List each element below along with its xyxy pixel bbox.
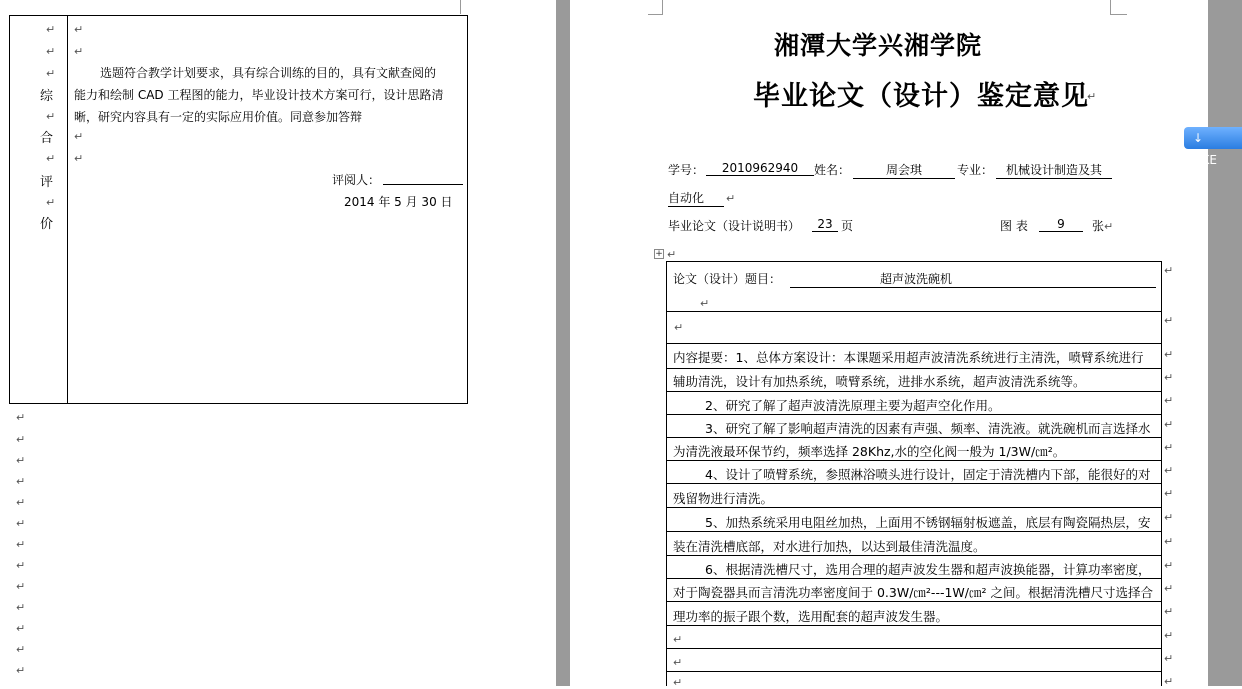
pages-value: 23 (812, 217, 838, 232)
row-end-mark: ↵ (1164, 487, 1174, 500)
topic-label: 论文（设计）题目： (673, 272, 782, 286)
paragraph-mark: ↵ (16, 622, 26, 635)
row-end-mark: ↵ (1164, 559, 1174, 572)
summary-line: 3、研究了解了影响超声清洗的因素有声强、频率、清洗液。就洗碗机而言选择水 (705, 421, 1151, 436)
paragraph-mark: ↵ (700, 297, 710, 310)
paragraph-mark: ↵ (74, 23, 84, 36)
reviewer-label: 评阅人： (332, 173, 381, 187)
row-end-mark: ↵ (1164, 605, 1174, 618)
row-end-mark: ↵ (1164, 394, 1174, 407)
comment-line: 能力和绘制 CAD 工程图的能力，毕业设计技术方案可行，设计思路清 (74, 88, 444, 102)
doc-title: 毕业论文（设计）鉴定意见 (753, 81, 1089, 112)
pages-label: 毕业论文（设计说明书） (668, 219, 801, 233)
row-end-mark: ↵ (1164, 464, 1174, 477)
paragraph-mark: ↵ (16, 559, 26, 572)
summary-line: 为清洗液最环保节约，频率选择 28Khz,水的空化阀一般为 1/3W/㎝²。 (673, 444, 1066, 459)
summary-line: 辅助清洗，设计有加热系统，喷臂系统，进排水系统，超声波清洗系统等。 (673, 374, 1086, 389)
evaluation-date: 2014 年 5 月 30 日 (344, 195, 453, 209)
summary-line: 4、设计了喷臂系统，参照淋浴喷头进行设计，固定于清洗槽内下部，能很好的对 (705, 467, 1151, 482)
row-end-mark: ↵ (1164, 652, 1174, 665)
summary-line: 内容提要：1、总体方案设计：本课题采用超声波清洗系统进行主清洗，喷臂系统进行 (673, 350, 1144, 365)
row-end-mark: ↵ (1164, 348, 1174, 361)
down-arrow-icon: ↓ (1192, 131, 1204, 145)
paragraph-mark: ↵ (46, 45, 56, 58)
paragraph-mark: ↵ (16, 496, 26, 509)
student-id-label: 学号： (668, 163, 705, 177)
paragraph-mark: ↵ (726, 192, 736, 205)
row-end-mark: ↵ (1164, 371, 1174, 384)
topic-value: 超声波洗碗机 (790, 270, 1156, 288)
crop-mark (648, 0, 663, 15)
paragraph-mark: ↵ (1087, 90, 1097, 103)
paragraph-mark: ↵ (74, 152, 84, 165)
paragraph-mark: ↵ (16, 664, 26, 677)
crop-mark (460, 0, 462, 14)
side-label-char: 合 (40, 131, 54, 146)
row-end-mark: ↵ (1164, 535, 1174, 548)
paragraph-mark: ↵ (46, 23, 56, 36)
summary-line: 残留物进行清洗。 (673, 491, 774, 506)
name-label: 姓名： (814, 163, 851, 177)
paragraph-mark: ↵ (74, 130, 84, 143)
summary-line: 对于陶瓷器具而言清洗功率密度间于 0.3W/㎝²---1W/㎝² 之间。根据清洗槽尺寸选择合 (673, 585, 1153, 600)
comment-line: 选题符合教学计划要求，具有综合训练的目的，具有文献查阅的 (100, 66, 437, 80)
row-end-mark: ↵ (1164, 441, 1174, 454)
paragraph-mark: ↵ (667, 248, 677, 261)
paragraph-mark: ↵ (674, 321, 684, 334)
paragraph-mark: ↵ (673, 676, 683, 689)
row-end-mark: ↵ (1164, 675, 1174, 688)
side-label-char: 综 (40, 89, 54, 104)
summary-line: 理功率的振子跟个数，选用配套的超声波发生器。 (673, 609, 949, 624)
row-end-mark: ↵ (1164, 314, 1174, 327)
figures-label: 图 表 (1000, 219, 1028, 233)
row-end-mark: ↵ (1164, 264, 1174, 277)
summary-cell (667, 343, 1161, 673)
paragraph-mark: ↵ (16, 411, 26, 424)
summary-line: 装在清洗槽底部，对水进行加热，以达到最佳清洗温度。 (673, 539, 986, 554)
paragraph-mark: ↵ (16, 580, 26, 593)
page-gap (556, 0, 570, 686)
figures-unit: 张 (1092, 219, 1105, 233)
figures-value: 9 (1039, 217, 1083, 232)
paragraph-mark: ↵ (16, 601, 26, 614)
row-end-mark: ↵ (1164, 582, 1174, 595)
paragraph-mark: ↵ (16, 643, 26, 656)
school-title: 湘潭大学兴湘学院 (774, 31, 983, 60)
major-value-line2: 自动化 (668, 189, 724, 207)
paragraph-mark: ↵ (673, 633, 683, 646)
paragraph-mark: ↵ (16, 538, 26, 551)
summary-line: 2、研究了解了超声波清洗原理主要为超声空化作用。 (705, 398, 1001, 413)
row-end-mark: ↵ (1164, 418, 1174, 431)
row-end-mark: ↵ (1164, 629, 1174, 642)
row-end-mark: ↵ (1164, 511, 1174, 524)
paragraph-mark: ↵ (16, 454, 26, 467)
summary-line: 5、加热系统采用电阻丝加热，上面用不锈钢辐射板遮盖，底层有陶瓷隔热层，安 (705, 515, 1151, 530)
table-divider (67, 15, 68, 404)
ok-popup-button[interactable] (1184, 127, 1242, 167)
student-id-value: 2010962940 (706, 161, 814, 176)
paragraph-mark: ↵ (46, 196, 56, 209)
crop-mark (1110, 0, 1127, 15)
major-label: 专业： (957, 163, 994, 177)
major-value-line1: 机械设计制造及其 (996, 161, 1112, 179)
summary-line: 6、根据清洗槽尺寸，选用合理的超声波发生器和超声波换能器，计算功率密度， (705, 562, 1151, 577)
row-line (666, 261, 1162, 262)
table-border-right (1161, 261, 1162, 686)
paragraph-mark: ↵ (74, 45, 84, 58)
paragraph-mark: ↵ (673, 656, 683, 669)
side-label-char: 评 (40, 175, 54, 190)
signature-line (383, 184, 463, 185)
row-line (666, 311, 1162, 312)
paragraph-mark: ↵ (16, 475, 26, 488)
paragraph-mark: ↵ (46, 152, 56, 165)
side-label-char: 价 (40, 217, 54, 232)
ok-popup-label: OKE (1192, 153, 1217, 167)
paragraph-mark: ↵ (1104, 220, 1114, 233)
table-move-handle-icon[interactable]: + (655, 249, 663, 259)
pages-unit: 页 (841, 219, 854, 233)
paragraph-mark: ↵ (16, 517, 26, 530)
paragraph-mark: ↵ (16, 433, 26, 446)
page-gap-right (1208, 0, 1242, 686)
name-value: 周会琪 (853, 161, 955, 179)
paragraph-mark: ↵ (46, 110, 56, 123)
comment-line: 晰，研究内容具有一定的实际应用价值。同意参加答辩 (74, 110, 363, 124)
paragraph-mark: ↵ (46, 67, 56, 80)
